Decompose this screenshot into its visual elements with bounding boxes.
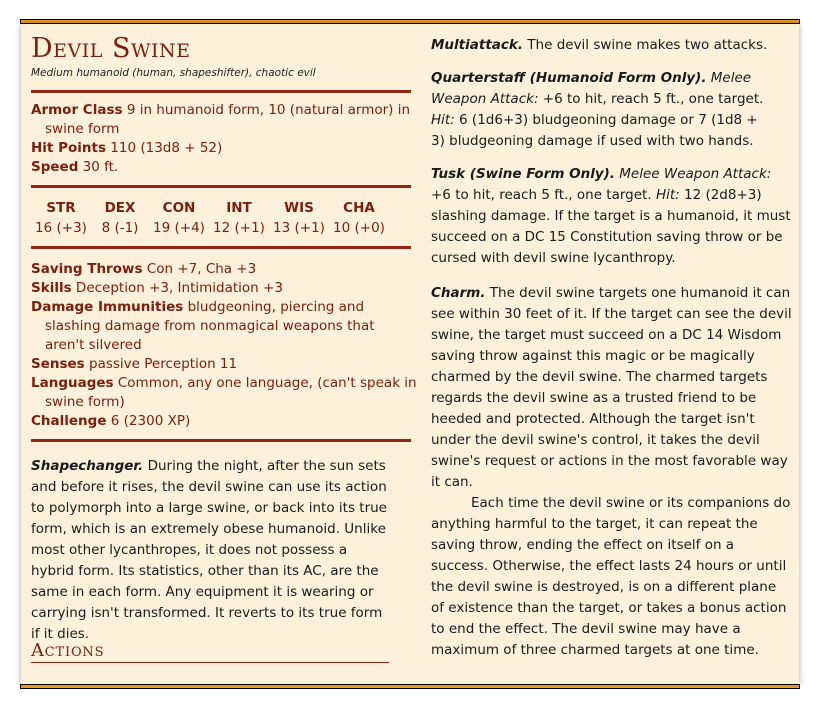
action-text-continued: Each time the devil swine or its companions do anything harmful to the target, it can repeat the saving throw, ending the effect on itself on a success. Otherwise, the effect lasts 24 hours or until the devil swine is destroyed, is on a different plane of existence than the target, or takes a bonus action to end the effect. The devil swine may have a maximum of three charmed targets at one time. <box>431 495 791 658</box>
ability-label: INT <box>226 200 252 216</box>
divider <box>31 185 411 188</box>
ability-value: 8 (-1) <box>101 220 139 236</box>
speed-value: 30 ft. <box>82 159 119 175</box>
armor-class <box>31 101 417 139</box>
senses-value: passive Perception 11 <box>89 356 238 372</box>
saving-throws-label: Saving Throws <box>31 261 143 277</box>
armor-class-label: Armor Class <box>31 102 123 118</box>
languages-value: Common, any one language, (can't speak in swine form) <box>45 375 417 410</box>
speed <box>31 158 417 177</box>
saving-throws <box>31 260 417 279</box>
hit-label: Hit: <box>431 112 455 128</box>
action-quarterstaff <box>431 68 771 152</box>
damage-immunities <box>31 298 417 355</box>
trait-text: During the night, after the sun sets and before it rises, the devil swine can use its action to polymorph into a large swine, or back into its true form, which is an extremely obese humanoid. Unlike most other lycanthropes, it does not possess a hybrid form. Its statistics, other than its AC, are the same in each form. Any equipment it is wearing or carrying isn't transformed. It reverts to its true form if it dies. <box>31 458 387 642</box>
hit-points-label: Hit Points <box>31 140 106 156</box>
hit-points <box>31 139 417 158</box>
divider <box>31 246 411 249</box>
damage-immunities-value: bludgeoning, piercing and slashing damage from nonmagical weapons that aren't silvered <box>45 299 375 353</box>
action-title: Tusk (Swine Form Only). <box>431 166 615 182</box>
damage-immunities-label: Damage Immunities <box>31 299 184 315</box>
attack-type: Melee Weapon Attack: <box>619 166 772 182</box>
divider <box>31 439 411 442</box>
ability-scores <box>31 198 411 242</box>
monster-name: Devil Swine <box>31 33 191 64</box>
ability-int <box>209 198 269 238</box>
ability-cha <box>329 198 389 238</box>
challenge-label: Challenge <box>31 413 107 429</box>
ability-label: CON <box>162 200 196 216</box>
actions-heading: Actions <box>31 640 105 661</box>
hit-label: Hit: <box>655 187 680 203</box>
actions-divider <box>31 662 389 663</box>
attack-text: +6 to hit, reach 5 ft., one target. <box>431 187 652 203</box>
bottom-border-bar <box>20 684 800 689</box>
ability-value: 19 (+4) <box>153 220 205 236</box>
ability-label: STR <box>46 200 76 216</box>
saving-throws-value: Con +7, Cha +3 <box>146 261 257 277</box>
senses <box>31 355 417 374</box>
skills-label: Skills <box>31 280 72 296</box>
attack-text: +6 to hit, reach 5 ft., one target. <box>542 91 764 107</box>
action-tusk <box>431 164 793 269</box>
action-multiattack <box>431 35 793 56</box>
action-text: The devil swine targets one humanoid it can see within 30 feet of it. If the target can see the devil swine, the target must succeed on a DC 14 Wisdom saving throw against this magic or be magically charmed by the devil swine. The charmed targets regards the devil swine as a trusted friend to be heeded and protected. Although the target isn't under the devil swine's control, it takes the devil swine's request or actions in the most favorable way it can. <box>431 285 792 490</box>
ability-value: 13 (+1) <box>273 220 325 236</box>
action-charm <box>431 283 793 661</box>
action-title: Multiattack. <box>431 37 523 53</box>
ability-label: DEX <box>104 200 136 216</box>
ability-label: WIS <box>284 200 314 216</box>
ability-con <box>149 198 209 238</box>
divider <box>31 90 411 93</box>
languages-label: Languages <box>31 375 114 391</box>
skills <box>31 279 417 298</box>
ability-str <box>31 198 91 238</box>
action-title: Quarterstaff (Humanoid Form Only). <box>431 70 707 86</box>
armor-class-value: 9 in humanoid form, 10 (natural armor) in swine form <box>45 102 411 137</box>
attack-type: Melee Weapon Attack: <box>431 70 752 107</box>
challenge <box>31 412 417 431</box>
hit-text: 6 (1d6+3) bludgeoning damage or 7 (1d8 + 3) bludgeoning damage if used with two hands. <box>431 112 758 149</box>
senses-label: Senses <box>31 356 85 372</box>
hit-points-value: 110 (13d8 + 52) <box>110 140 223 156</box>
trait-shapechanger <box>31 456 393 645</box>
challenge-value: 6 (2300 XP) <box>110 413 191 429</box>
ability-dex <box>90 198 150 238</box>
ability-value: 10 (+0) <box>333 220 385 236</box>
ability-value: 12 (+1) <box>213 220 265 236</box>
action-text: The devil swine makes two attacks. <box>527 37 768 53</box>
hit-text: 12 (2d8+3) slashing damage. If the target is a humanoid, it must succeed on a DC 15 Constitution saving throw or be cursed with devil swine lycanthropy. <box>431 187 791 266</box>
monster-type: Medium humanoid (human, shapeshifter), chaotic evil <box>31 67 316 79</box>
ability-value: 16 (+3) <box>35 220 87 236</box>
action-title: Charm. <box>431 285 486 301</box>
skills-value: Deception +3, Intimidation +3 <box>75 280 283 296</box>
languages <box>31 374 417 412</box>
ability-label: CHA <box>343 200 375 216</box>
ability-wis <box>269 198 329 238</box>
speed-label: Speed <box>31 159 79 175</box>
trait-title: Shapechanger. <box>31 458 144 474</box>
stat-block <box>21 24 799 684</box>
